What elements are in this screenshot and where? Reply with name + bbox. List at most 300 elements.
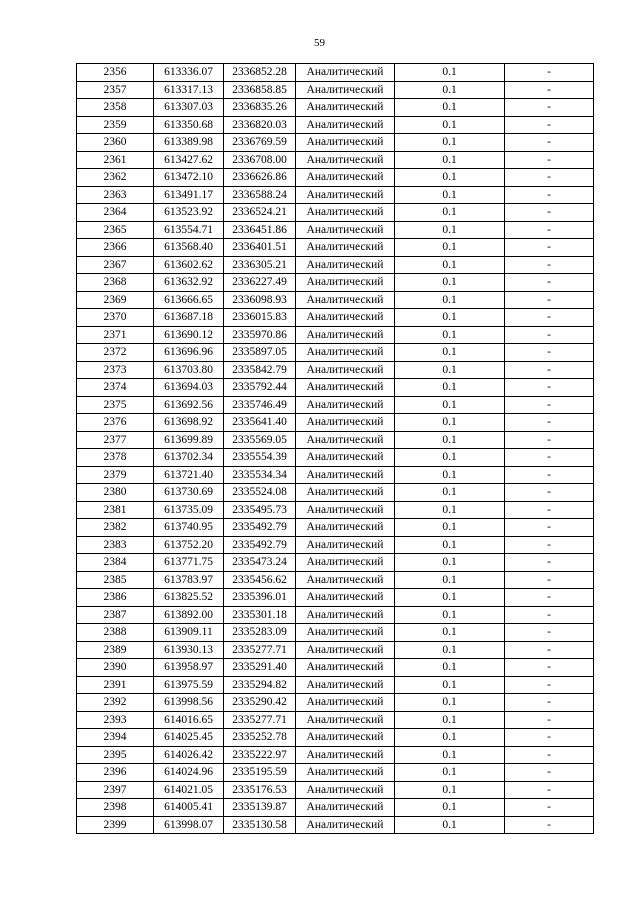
method-cell: Аналитический xyxy=(296,536,395,554)
accuracy-cell: 0.1 xyxy=(395,554,505,572)
table-row xyxy=(77,134,594,152)
point-number-cell: 2388 xyxy=(77,624,154,642)
y-coordinate-cell: 2336588.24 xyxy=(224,186,296,204)
point-number-cell: 2379 xyxy=(77,466,154,484)
accuracy-cell: 0.1 xyxy=(395,484,505,502)
point-number-cell: 2373 xyxy=(77,361,154,379)
point-number-cell: 2357 xyxy=(77,81,154,99)
x-coordinate-cell: 613930.13 xyxy=(154,641,224,659)
x-coordinate-cell: 613975.59 xyxy=(154,676,224,694)
note-cell: - xyxy=(505,799,594,817)
y-coordinate-cell: 2336820.03 xyxy=(224,116,296,134)
note-cell: - xyxy=(505,239,594,257)
accuracy-cell: 0.1 xyxy=(395,326,505,344)
y-coordinate-cell: 2335473.24 xyxy=(224,554,296,572)
method-cell: Аналитический xyxy=(296,396,395,414)
x-coordinate-cell: 613703.80 xyxy=(154,361,224,379)
accuracy-cell: 0.1 xyxy=(395,431,505,449)
y-coordinate-cell: 2336626.86 xyxy=(224,169,296,187)
method-cell: Аналитический xyxy=(296,326,395,344)
x-coordinate-cell: 613998.07 xyxy=(154,816,224,834)
table-row xyxy=(77,309,594,327)
x-coordinate-cell: 613702.34 xyxy=(154,449,224,467)
table-row xyxy=(77,291,594,309)
y-coordinate-cell: 2335641.40 xyxy=(224,414,296,432)
x-coordinate-cell: 613523.92 xyxy=(154,204,224,222)
point-number-cell: 2392 xyxy=(77,694,154,712)
x-coordinate-cell: 613690.12 xyxy=(154,326,224,344)
table-row xyxy=(77,501,594,519)
table-row xyxy=(77,256,594,274)
accuracy-cell: 0.1 xyxy=(395,396,505,414)
table-row xyxy=(77,641,594,659)
y-coordinate-cell: 2335277.71 xyxy=(224,711,296,729)
y-coordinate-cell: 2335495.73 xyxy=(224,501,296,519)
y-coordinate-cell: 2335139.87 xyxy=(224,799,296,817)
accuracy-cell: 0.1 xyxy=(395,624,505,642)
accuracy-cell: 0.1 xyxy=(395,379,505,397)
y-coordinate-cell: 2335291.40 xyxy=(224,659,296,677)
table-row xyxy=(77,659,594,677)
x-coordinate-cell: 613687.18 xyxy=(154,309,224,327)
note-cell: - xyxy=(505,606,594,624)
x-coordinate-cell: 613554.71 xyxy=(154,221,224,239)
accuracy-cell: 0.1 xyxy=(395,781,505,799)
note-cell: - xyxy=(505,64,594,82)
method-cell: Аналитический xyxy=(296,134,395,152)
y-coordinate-cell: 2335290.42 xyxy=(224,694,296,712)
y-coordinate-cell: 2335746.49 xyxy=(224,396,296,414)
table-row xyxy=(77,116,594,134)
y-coordinate-cell: 2336305.21 xyxy=(224,256,296,274)
y-coordinate-cell: 2335252.78 xyxy=(224,729,296,747)
y-coordinate-cell: 2336708.00 xyxy=(224,151,296,169)
y-coordinate-cell: 2335294.82 xyxy=(224,676,296,694)
x-coordinate-cell: 613696.96 xyxy=(154,344,224,362)
accuracy-cell: 0.1 xyxy=(395,746,505,764)
point-number-cell: 2361 xyxy=(77,151,154,169)
note-cell: - xyxy=(505,676,594,694)
method-cell: Аналитический xyxy=(296,169,395,187)
x-coordinate-cell: 613909.11 xyxy=(154,624,224,642)
table-row xyxy=(77,606,594,624)
table-row xyxy=(77,571,594,589)
method-cell: Аналитический xyxy=(296,186,395,204)
note-cell: - xyxy=(505,134,594,152)
x-coordinate-cell: 613699.89 xyxy=(154,431,224,449)
method-cell: Аналитический xyxy=(296,554,395,572)
note-cell: - xyxy=(505,99,594,117)
method-cell: Аналитический xyxy=(296,344,395,362)
table-row xyxy=(77,519,594,537)
table-row xyxy=(77,711,594,729)
method-cell: Аналитический xyxy=(296,501,395,519)
note-cell: - xyxy=(505,291,594,309)
note-cell: - xyxy=(505,641,594,659)
table-body xyxy=(77,64,594,834)
table-row xyxy=(77,151,594,169)
note-cell: - xyxy=(505,536,594,554)
accuracy-cell: 0.1 xyxy=(395,344,505,362)
y-coordinate-cell: 2336098.93 xyxy=(224,291,296,309)
accuracy-cell: 0.1 xyxy=(395,186,505,204)
accuracy-cell: 0.1 xyxy=(395,764,505,782)
x-coordinate-cell: 613721.40 xyxy=(154,466,224,484)
table-row xyxy=(77,624,594,642)
accuracy-cell: 0.1 xyxy=(395,536,505,554)
table-row xyxy=(77,799,594,817)
note-cell: - xyxy=(505,309,594,327)
table-row xyxy=(77,764,594,782)
method-cell: Аналитический xyxy=(296,256,395,274)
x-coordinate-cell: 613307.03 xyxy=(154,99,224,117)
point-number-cell: 2371 xyxy=(77,326,154,344)
method-cell: Аналитический xyxy=(296,589,395,607)
table-row xyxy=(77,466,594,484)
y-coordinate-cell: 2336852.28 xyxy=(224,64,296,82)
y-coordinate-cell: 2336401.51 xyxy=(224,239,296,257)
note-cell: - xyxy=(505,221,594,239)
x-coordinate-cell: 613427.62 xyxy=(154,151,224,169)
table-row xyxy=(77,414,594,432)
note-cell: - xyxy=(505,764,594,782)
note-cell: - xyxy=(505,694,594,712)
point-number-cell: 2390 xyxy=(77,659,154,677)
accuracy-cell: 0.1 xyxy=(395,169,505,187)
note-cell: - xyxy=(505,326,594,344)
accuracy-cell: 0.1 xyxy=(395,309,505,327)
note-cell: - xyxy=(505,414,594,432)
table-row xyxy=(77,484,594,502)
method-cell: Аналитический xyxy=(296,816,395,834)
note-cell: - xyxy=(505,81,594,99)
method-cell: Аналитический xyxy=(296,641,395,659)
point-number-cell: 2386 xyxy=(77,589,154,607)
x-coordinate-cell: 613692.56 xyxy=(154,396,224,414)
point-number-cell: 2364 xyxy=(77,204,154,222)
method-cell: Аналитический xyxy=(296,746,395,764)
point-number-cell: 2372 xyxy=(77,344,154,362)
point-number-cell: 2369 xyxy=(77,291,154,309)
y-coordinate-cell: 2335569.05 xyxy=(224,431,296,449)
method-cell: Аналитический xyxy=(296,449,395,467)
accuracy-cell: 0.1 xyxy=(395,151,505,169)
y-coordinate-cell: 2335970.86 xyxy=(224,326,296,344)
method-cell: Аналитический xyxy=(296,64,395,82)
y-coordinate-cell: 2336451.86 xyxy=(224,221,296,239)
method-cell: Аналитический xyxy=(296,239,395,257)
accuracy-cell: 0.1 xyxy=(395,99,505,117)
point-number-cell: 2381 xyxy=(77,501,154,519)
x-coordinate-cell: 613752.20 xyxy=(154,536,224,554)
table-row xyxy=(77,169,594,187)
x-coordinate-cell: 613568.40 xyxy=(154,239,224,257)
x-coordinate-cell: 613730.69 xyxy=(154,484,224,502)
note-cell: - xyxy=(505,204,594,222)
accuracy-cell: 0.1 xyxy=(395,501,505,519)
accuracy-cell: 0.1 xyxy=(395,589,505,607)
point-number-cell: 2384 xyxy=(77,554,154,572)
x-coordinate-cell: 613771.75 xyxy=(154,554,224,572)
accuracy-cell: 0.1 xyxy=(395,571,505,589)
y-coordinate-cell: 2335792.44 xyxy=(224,379,296,397)
x-coordinate-cell: 613472.10 xyxy=(154,169,224,187)
point-number-cell: 2362 xyxy=(77,169,154,187)
table-row xyxy=(77,344,594,362)
method-cell: Аналитический xyxy=(296,571,395,589)
point-number-cell: 2377 xyxy=(77,431,154,449)
x-coordinate-cell: 614016.65 xyxy=(154,711,224,729)
x-coordinate-cell: 614026.42 xyxy=(154,746,224,764)
method-cell: Аналитический xyxy=(296,519,395,537)
table-row xyxy=(77,361,594,379)
table-row xyxy=(77,729,594,747)
method-cell: Аналитический xyxy=(296,729,395,747)
accuracy-cell: 0.1 xyxy=(395,676,505,694)
accuracy-cell: 0.1 xyxy=(395,81,505,99)
method-cell: Аналитический xyxy=(296,624,395,642)
y-coordinate-cell: 2335277.71 xyxy=(224,641,296,659)
point-number-cell: 2374 xyxy=(77,379,154,397)
table-row xyxy=(77,81,594,99)
note-cell: - xyxy=(505,379,594,397)
point-number-cell: 2391 xyxy=(77,676,154,694)
note-cell: - xyxy=(505,484,594,502)
accuracy-cell: 0.1 xyxy=(395,116,505,134)
x-coordinate-cell: 613825.52 xyxy=(154,589,224,607)
x-coordinate-cell: 613892.00 xyxy=(154,606,224,624)
table-row xyxy=(77,274,594,292)
note-cell: - xyxy=(505,659,594,677)
point-number-cell: 2389 xyxy=(77,641,154,659)
x-coordinate-cell: 613958.97 xyxy=(154,659,224,677)
point-number-cell: 2382 xyxy=(77,519,154,537)
point-number-cell: 2383 xyxy=(77,536,154,554)
y-coordinate-cell: 2336015.83 xyxy=(224,309,296,327)
x-coordinate-cell: 613389.98 xyxy=(154,134,224,152)
accuracy-cell: 0.1 xyxy=(395,414,505,432)
accuracy-cell: 0.1 xyxy=(395,466,505,484)
note-cell: - xyxy=(505,816,594,834)
accuracy-cell: 0.1 xyxy=(395,274,505,292)
note-cell: - xyxy=(505,589,594,607)
table-row xyxy=(77,64,594,82)
accuracy-cell: 0.1 xyxy=(395,729,505,747)
y-coordinate-cell: 2336524.21 xyxy=(224,204,296,222)
page-number: 59 xyxy=(314,37,325,49)
note-cell: - xyxy=(505,431,594,449)
x-coordinate-cell: 613317.13 xyxy=(154,81,224,99)
point-number-cell: 2399 xyxy=(77,816,154,834)
y-coordinate-cell: 2335195.59 xyxy=(224,764,296,782)
accuracy-cell: 0.1 xyxy=(395,816,505,834)
point-number-cell: 2385 xyxy=(77,571,154,589)
table-row xyxy=(77,536,594,554)
method-cell: Аналитический xyxy=(296,309,395,327)
note-cell: - xyxy=(505,361,594,379)
y-coordinate-cell: 2335130.58 xyxy=(224,816,296,834)
x-coordinate-cell: 613740.95 xyxy=(154,519,224,537)
point-number-cell: 2365 xyxy=(77,221,154,239)
note-cell: - xyxy=(505,151,594,169)
note-cell: - xyxy=(505,729,594,747)
table-row xyxy=(77,239,594,257)
point-number-cell: 2378 xyxy=(77,449,154,467)
point-number-cell: 2396 xyxy=(77,764,154,782)
note-cell: - xyxy=(505,169,594,187)
note-cell: - xyxy=(505,186,594,204)
y-coordinate-cell: 2335492.79 xyxy=(224,536,296,554)
x-coordinate-cell: 614005.41 xyxy=(154,799,224,817)
point-number-cell: 2358 xyxy=(77,99,154,117)
table-row xyxy=(77,781,594,799)
table-row xyxy=(77,676,594,694)
table-row xyxy=(77,746,594,764)
x-coordinate-cell: 614024.96 xyxy=(154,764,224,782)
x-coordinate-cell: 613350.68 xyxy=(154,116,224,134)
accuracy-cell: 0.1 xyxy=(395,291,505,309)
note-cell: - xyxy=(505,501,594,519)
method-cell: Аналитический xyxy=(296,711,395,729)
note-cell: - xyxy=(505,449,594,467)
accuracy-cell: 0.1 xyxy=(395,659,505,677)
point-number-cell: 2359 xyxy=(77,116,154,134)
y-coordinate-cell: 2335396.01 xyxy=(224,589,296,607)
point-number-cell: 2376 xyxy=(77,414,154,432)
x-coordinate-cell: 614021.05 xyxy=(154,781,224,799)
method-cell: Аналитический xyxy=(296,274,395,292)
method-cell: Аналитический xyxy=(296,694,395,712)
y-coordinate-cell: 2335554.39 xyxy=(224,449,296,467)
table-row xyxy=(77,589,594,607)
note-cell: - xyxy=(505,116,594,134)
y-coordinate-cell: 2335897.05 xyxy=(224,344,296,362)
point-number-cell: 2368 xyxy=(77,274,154,292)
note-cell: - xyxy=(505,344,594,362)
x-coordinate-cell: 614025.45 xyxy=(154,729,224,747)
y-coordinate-cell: 2336227.49 xyxy=(224,274,296,292)
accuracy-cell: 0.1 xyxy=(395,449,505,467)
table-row xyxy=(77,379,594,397)
point-number-cell: 2366 xyxy=(77,239,154,257)
point-number-cell: 2360 xyxy=(77,134,154,152)
table-row xyxy=(77,396,594,414)
method-cell: Аналитический xyxy=(296,116,395,134)
method-cell: Аналитический xyxy=(296,204,395,222)
method-cell: Аналитический xyxy=(296,81,395,99)
method-cell: Аналитический xyxy=(296,659,395,677)
point-number-cell: 2370 xyxy=(77,309,154,327)
note-cell: - xyxy=(505,396,594,414)
point-number-cell: 2356 xyxy=(77,64,154,82)
note-cell: - xyxy=(505,711,594,729)
method-cell: Аналитический xyxy=(296,431,395,449)
method-cell: Аналитический xyxy=(296,291,395,309)
y-coordinate-cell: 2335524.08 xyxy=(224,484,296,502)
y-coordinate-cell: 2335492.79 xyxy=(224,519,296,537)
point-number-cell: 2398 xyxy=(77,799,154,817)
point-number-cell: 2395 xyxy=(77,746,154,764)
point-number-cell: 2387 xyxy=(77,606,154,624)
y-coordinate-cell: 2335283.09 xyxy=(224,624,296,642)
y-coordinate-cell: 2335456.62 xyxy=(224,571,296,589)
accuracy-cell: 0.1 xyxy=(395,204,505,222)
point-number-cell: 2380 xyxy=(77,484,154,502)
method-cell: Аналитический xyxy=(296,781,395,799)
table-row xyxy=(77,694,594,712)
x-coordinate-cell: 613998.56 xyxy=(154,694,224,712)
method-cell: Аналитический xyxy=(296,764,395,782)
coordinates-table xyxy=(76,63,594,834)
accuracy-cell: 0.1 xyxy=(395,606,505,624)
method-cell: Аналитический xyxy=(296,484,395,502)
table-row xyxy=(77,554,594,572)
table-row xyxy=(77,816,594,834)
y-coordinate-cell: 2335176.53 xyxy=(224,781,296,799)
accuracy-cell: 0.1 xyxy=(395,694,505,712)
note-cell: - xyxy=(505,781,594,799)
note-cell: - xyxy=(505,519,594,537)
method-cell: Аналитический xyxy=(296,466,395,484)
note-cell: - xyxy=(505,624,594,642)
table-row xyxy=(77,221,594,239)
accuracy-cell: 0.1 xyxy=(395,239,505,257)
point-number-cell: 2367 xyxy=(77,256,154,274)
note-cell: - xyxy=(505,554,594,572)
y-coordinate-cell: 2336858.85 xyxy=(224,81,296,99)
note-cell: - xyxy=(505,746,594,764)
point-number-cell: 2397 xyxy=(77,781,154,799)
y-coordinate-cell: 2335301.18 xyxy=(224,606,296,624)
accuracy-cell: 0.1 xyxy=(395,221,505,239)
x-coordinate-cell: 613632.92 xyxy=(154,274,224,292)
accuracy-cell: 0.1 xyxy=(395,799,505,817)
method-cell: Аналитический xyxy=(296,361,395,379)
x-coordinate-cell: 613694.03 xyxy=(154,379,224,397)
method-cell: Аналитический xyxy=(296,99,395,117)
x-coordinate-cell: 613336.07 xyxy=(154,64,224,82)
table-row xyxy=(77,204,594,222)
x-coordinate-cell: 613491.17 xyxy=(154,186,224,204)
accuracy-cell: 0.1 xyxy=(395,64,505,82)
note-cell: - xyxy=(505,466,594,484)
x-coordinate-cell: 613698.92 xyxy=(154,414,224,432)
x-coordinate-cell: 613602.62 xyxy=(154,256,224,274)
point-number-cell: 2394 xyxy=(77,729,154,747)
table-row xyxy=(77,431,594,449)
method-cell: Аналитический xyxy=(296,221,395,239)
x-coordinate-cell: 613735.09 xyxy=(154,501,224,519)
method-cell: Аналитический xyxy=(296,799,395,817)
x-coordinate-cell: 613666.65 xyxy=(154,291,224,309)
accuracy-cell: 0.1 xyxy=(395,134,505,152)
accuracy-cell: 0.1 xyxy=(395,361,505,379)
method-cell: Аналитический xyxy=(296,151,395,169)
y-coordinate-cell: 2335222.97 xyxy=(224,746,296,764)
accuracy-cell: 0.1 xyxy=(395,519,505,537)
y-coordinate-cell: 2336835.26 xyxy=(224,99,296,117)
method-cell: Аналитический xyxy=(296,414,395,432)
table-row xyxy=(77,186,594,204)
note-cell: - xyxy=(505,571,594,589)
table-row xyxy=(77,449,594,467)
x-coordinate-cell: 613783.97 xyxy=(154,571,224,589)
point-number-cell: 2375 xyxy=(77,396,154,414)
y-coordinate-cell: 2336769.59 xyxy=(224,134,296,152)
point-number-cell: 2393 xyxy=(77,711,154,729)
method-cell: Аналитический xyxy=(296,676,395,694)
table-row xyxy=(77,99,594,117)
